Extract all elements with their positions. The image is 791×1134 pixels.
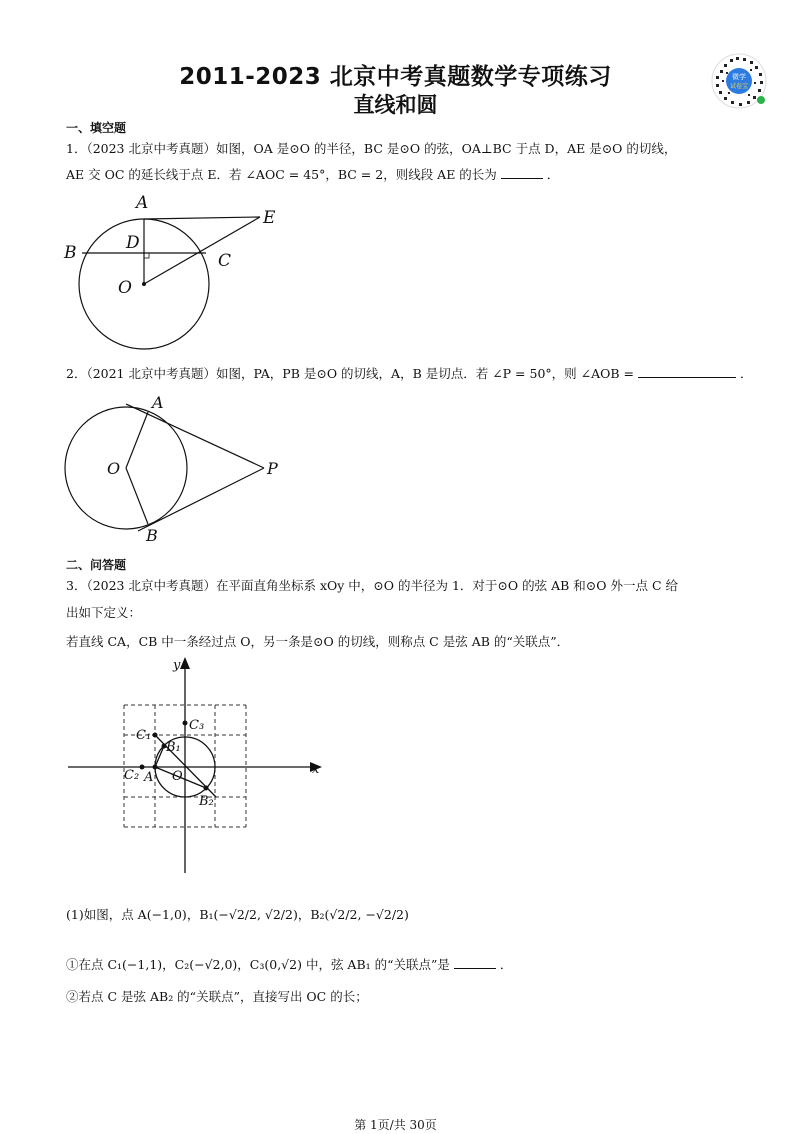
point-c3	[183, 721, 188, 726]
question-3-line-3: 若直线 CA，CB 中一条经过点 O，另一条是⊙O 的切线，则称点 C 是弦 AB 的“关联点”．	[66, 634, 570, 649]
tangent-pb	[138, 468, 264, 531]
question-2-text: 2．（2021 北京中考真题）如图，PA，PB 是⊙O 的切线，A，B 是切点．若 ∠P = 50°，则 ∠AOB =	[66, 366, 635, 381]
label-b: B	[64, 243, 77, 263]
svg-text:微学: 微学	[732, 73, 746, 81]
section-heading-qa: 二、问答题	[66, 558, 127, 572]
label-b1: B₁	[166, 740, 181, 755]
page-number: 第 1页/共 30页	[354, 1118, 437, 1132]
question-3-part-1-i-end: ．	[499, 957, 513, 972]
label-a: A	[144, 770, 154, 785]
point-a	[153, 765, 158, 770]
point-b2	[204, 786, 209, 791]
radius-oa	[126, 412, 148, 468]
label-b: B	[146, 526, 158, 545]
point-c2	[140, 765, 145, 770]
question-3-part-1-ii: ②若点 C 是弦 AB₂ 的“关联点”，直接写出 OC 的长；	[66, 989, 368, 1004]
question-3-part-1-i	[66, 955, 512, 973]
qr-code-icon	[710, 52, 768, 110]
label-o: O	[118, 278, 132, 298]
question-1-text: AE 交 OC 的延长线于点 E．若 ∠AOC = 45°，BC = 2，则线段 AE 的长为	[66, 167, 497, 182]
question-3-line-1: 3．（2023 北京中考真题）在平面直角坐标系 xOy 中，⊙O 的半径为 1．对于⊙O 的弦 AB 和⊙O 外一点 C 给	[66, 578, 678, 593]
question-2-end: ．	[740, 366, 753, 381]
label-o: O	[107, 459, 121, 478]
label-c1: C₁	[136, 728, 152, 743]
label-d: D	[126, 233, 140, 253]
answer-blank-3[interactable]	[454, 957, 496, 969]
question-1-end: ．	[546, 167, 560, 182]
question-3-part-1-i-text: ①在点 C₁(−1,1)，C₂(−√2,0)，C₃(0,√2) 中，弦 AB₁ 的“关联点”是	[66, 957, 450, 972]
question-2-line-1	[66, 364, 753, 382]
label-a: A	[152, 393, 164, 412]
label-y: y	[173, 658, 181, 673]
figure-2-tangent-lines	[60, 388, 290, 548]
label-c: C	[218, 251, 232, 271]
right-angle-mark	[144, 253, 149, 258]
figure-3-coordinate-plane	[60, 655, 330, 880]
label-c3: C₃	[189, 718, 205, 733]
label-p: P	[267, 459, 278, 478]
question-1-line-1: 1．（2023 北京中考真题）如图，OA 是⊙O 的半径，BC 是⊙O 的弦，OA⊥BC 于点 D，AE 是⊙O 的切线，	[66, 141, 677, 156]
answer-blank-2[interactable]	[638, 366, 736, 378]
line-oe	[144, 217, 260, 284]
radius-ob	[126, 468, 148, 524]
question-3-line-2: 出如下定义：	[66, 605, 142, 620]
point-c1	[153, 733, 158, 738]
y-axis-arrow	[180, 657, 190, 669]
question-1-line-2	[66, 165, 559, 183]
page-subtitle: 直线和圆	[353, 93, 438, 117]
figure-1-circle-tangent	[60, 190, 290, 355]
section-heading-fill-blank: 一、填空题	[66, 121, 127, 135]
question-3-part-1: (1)如图，点 A(−1,0)，B₁(−√2/2, √2/2)，B₂(√2/2, −√2/2)	[66, 907, 409, 922]
page-title: 2011-2023 北京中考真题数学专项练习	[179, 64, 612, 90]
label-c2: C₂	[124, 768, 140, 783]
answer-blank-1[interactable]	[501, 167, 543, 179]
label-o: O	[172, 769, 183, 784]
tangent-pa	[126, 404, 264, 468]
tangent-ae	[144, 217, 260, 219]
svg-text:试卷宝: 试卷宝	[729, 83, 749, 90]
label-a: A	[136, 193, 149, 213]
label-e: E	[263, 208, 276, 228]
label-x: x	[312, 762, 320, 777]
label-b2: B₂	[199, 794, 214, 809]
